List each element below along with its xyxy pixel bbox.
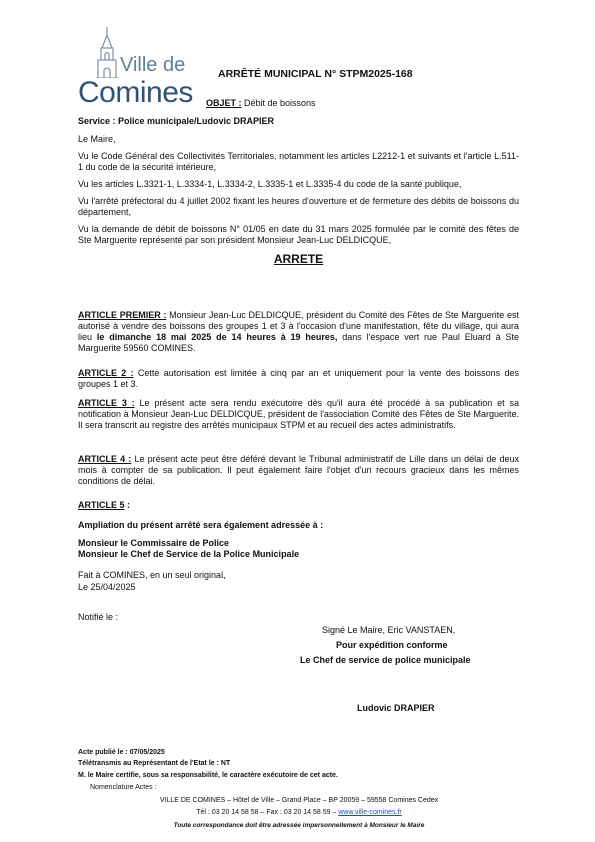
signature-expedition: Pour expédition conforme [336, 640, 448, 650]
objet-line [206, 98, 316, 109]
arrete-heading: ARRETE [273, 252, 324, 266]
footer-nomenclature: Nomenclature Actes : [90, 784, 157, 791]
ampliation-text: Ampliation du présent arrêté sera également adressée à : [78, 520, 324, 530]
article-3-text: Le présent acte sera rendu exécutoire dès qu'il aura été procédé à sa publication et sa notification à Monsieur Jean-Luc DELDICQUE, président de l'association Comité des Fêtes de Ste Marguerite. Il sera transcrit au registre des arrêtés municipaux STPM et au recueil des actes administratifs. [78, 398, 519, 430]
destinataire-commissaire: Monsieur le Commissaire de Police [78, 538, 230, 548]
footer-phone-fax: Tél : 03 20 14 58 58 – Fax : 03 20 14 58 59 – [196, 809, 339, 816]
article-4-label: ARTICLE 4 : [78, 454, 132, 464]
article-premier-date: le dimanche 18 mai 2025 de 14 heures à 19 heures, [96, 332, 338, 342]
footer-correspondence-note: Toute correspondance doit être adressée impersonnellement à Monsieur le Maire [173, 822, 425, 829]
footer-teletransmis: Télétransmis au Représentant de l'Etat le : NT [78, 760, 231, 767]
le-maire: Le Maire, [78, 134, 116, 144]
vu-cgct: Vu le Code Général des Collectivités Territoriales, notamment les articles L2212-1 et suivants et l'article L.511-1 du code de la sécurité intérieure, [78, 151, 519, 172]
vu-arrete-prefectoral: Vu l'arrêté préfectoral du 4 juillet 2002 fixant les heures d'ouverture et de fermeture des débits de boissons du département, [78, 196, 519, 217]
article-premier-text1: Monsieur Jean-Luc DELDICQUE, président du Comité des Fêtes de Ste Marguerite est autorisé à vendre des boissons des groupes 1 et 3 à l'occasion d'une manifestation, fête du village, qui aura lieu [78, 310, 519, 342]
footer-acte-publie: Acte publié le : 07/05/2025 [78, 749, 165, 756]
article-5-colon: : [124, 500, 131, 510]
objet-label: OBJET : [206, 98, 242, 108]
article-premier-text2: dans l'espace vert rue Paul Eluard à Ste Marguerite 59560 COMINES. [78, 332, 519, 353]
signature-name: Ludovic DRAPIER [357, 703, 435, 713]
footer-address: VILLE DE COMINES – Hôtel de Ville – Grand Place – BP 20059 – 59558 Comines Cedex [159, 797, 439, 804]
footer-contact [93, 808, 505, 817]
fait-a: Fait à COMINES, en un seul original, [78, 570, 226, 580]
logo-ville-text: Ville de [120, 54, 186, 76]
article-3 [78, 398, 519, 431]
objet-text: Débit de boissons [241, 98, 316, 108]
article-3-label: ARTICLE 3 : [78, 398, 135, 408]
signature-maire: Signé Le Maire, Eric VANSTAEN, [322, 625, 456, 635]
document-title: ARRÊTÉ MUNICIPAL N° STPM2025-168 [218, 68, 413, 80]
date: Le 25/04/2025 [78, 582, 136, 592]
article-premier [78, 310, 519, 354]
destinataire-chef-police: Monsieur le Chef de Service de la Police Municipale [78, 549, 300, 559]
signature-chef-service: Le Chef de service de police municipale [300, 655, 471, 665]
church-tower-icon [96, 26, 118, 78]
website-link[interactable]: www.ville-comines.fr [338, 809, 402, 816]
preamble [78, 134, 519, 270]
notifie-le: Notifié le : [78, 612, 119, 622]
footer-certification: M. le Maire certifie, sous sa responsabilité, le caractère exécutoire de cet acte. [78, 772, 338, 779]
article-4-text: Le présent acte peut être déféré devant le Tribunal administratif de Lille dans un délai de deux mois à compter de sa publication. Il peut également faire l'objet d'un recours gracieux dans les mêmes conditions de délai. [78, 454, 519, 486]
logo-comines-text: Comines [78, 76, 193, 109]
article-4 [78, 454, 519, 487]
service-line: Service : Police municipale/Ludovic DRAPIER [78, 116, 275, 126]
article-premier-label: ARTICLE PREMIER : [78, 310, 167, 320]
city-logo [78, 26, 198, 108]
article-5 [78, 500, 130, 511]
article-5-label: ARTICLE 5 [78, 500, 125, 510]
article-2-label: ARTICLE 2 : [78, 368, 134, 378]
article-2 [78, 368, 519, 390]
vu-sante-publique: Vu les articles L.3321-1, L.3334-1, L.3334-2, L.3335-1 et L.3335-4 du code de la santé publique, [78, 179, 462, 189]
vu-demande: Vu la demande de débit de boissons N° 01/05 en date du 31 mars 2025 formulée par le comité des fêtes de Ste Marguerite représenté par son président Monsieur Jean-Luc DELDICQUE, [78, 224, 519, 245]
article-2-text: Cette autorisation est limitée à cinq par an et uniquement pour la vente des boissons des groupes 1 et 3. [78, 368, 519, 389]
